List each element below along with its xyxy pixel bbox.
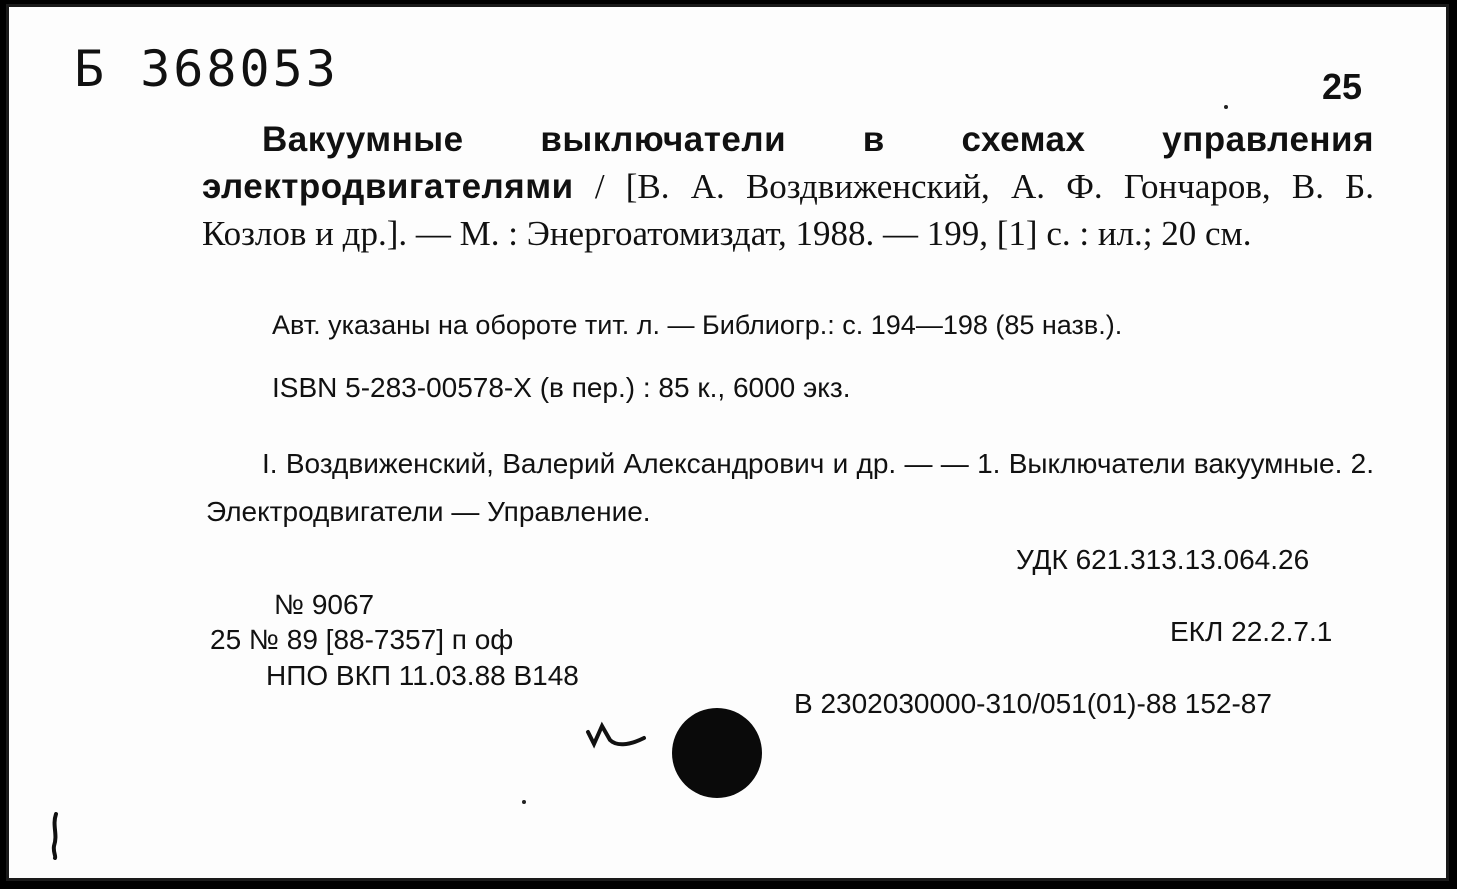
call-number: Б 368053 — [74, 40, 339, 98]
punch-hole — [672, 708, 762, 798]
order-line: 25 № 89 [88-7357] п оф — [210, 624, 514, 655]
udk-code: УДК 621.313.13.064.26 — [1016, 544, 1310, 575]
speck — [1224, 105, 1228, 109]
bibliographic-entry — [202, 116, 1374, 257]
entry-title: Вакуумные выключатели в схемах управления электродвигателями — [202, 120, 1374, 206]
speck — [522, 800, 526, 804]
page-number: 25 — [1322, 66, 1363, 107]
b-number: В 2302030000-310/051(01)-88 152-87 — [794, 688, 1272, 719]
npo-line: НПО ВКП 11.03.88 В148 — [266, 660, 579, 691]
entry-note: Авт. указаны на обороте тит. л. — Библиогр.: с. 194—198 (85 назв.). — [272, 310, 1123, 340]
handwritten-mark-icon — [584, 716, 654, 752]
pencil-mark-icon — [48, 812, 62, 860]
order-number: № 9067 — [274, 589, 375, 620]
subject-headings: I. Воздвиженский, Валерий Александрович и др. — — 1. Выключатели вакуумные. 2. Электродвигатели — Управление. — [206, 448, 1374, 527]
isbn-line: ISBN 5-283-00578-X (в пер.) : 85 к., 6000 экз. — [272, 372, 851, 403]
entry-responsibility: / [В. А. Воздвиженский, А. Ф. Гончаров, В. Б. Козлов и др.]. — М. : Энергоатомиздат, 1988. — 199, [1] с. : ил.; 20 см. — [202, 167, 1374, 253]
ekl-code: ЕКЛ 22.2.7.1 — [1170, 616, 1333, 647]
catalog-card — [6, 4, 1449, 881]
